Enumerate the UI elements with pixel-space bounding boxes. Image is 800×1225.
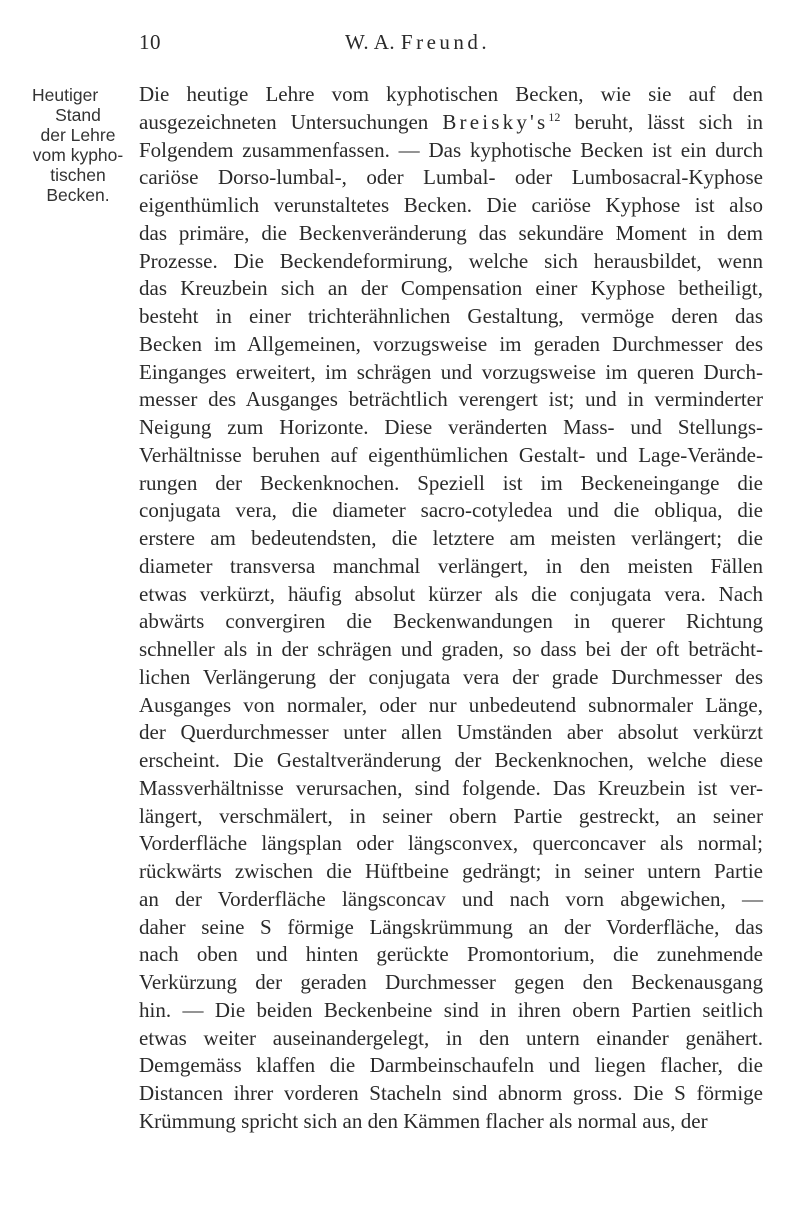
text-line: erstere am bedeutendsten, die letztere am meisten verlängert; die bbox=[139, 526, 763, 550]
margin-note bbox=[22, 85, 134, 205]
margin-note-line: Heutiger bbox=[32, 85, 99, 105]
text-line: Ausganges von normaler, oder nur unbedeutend subnormaler Länge, bbox=[139, 692, 763, 717]
body-paragraph bbox=[139, 81, 763, 1136]
text-line: das Kreuzbein sich an der Compensation einer Kyphose betheiligt, bbox=[139, 276, 763, 301]
footnote-ref: 12 bbox=[548, 109, 561, 124]
margin-note-line: vom kypho- bbox=[32, 145, 124, 165]
text-line: cariöse Dorso-lumbal-, oder Lumbal- oder Lumbosacral-Kyphose bbox=[139, 165, 763, 190]
text-line: lichen Verlängerung der conjugata vera der grade Durchmesser des bbox=[139, 664, 763, 689]
running-head bbox=[345, 30, 490, 55]
page-header bbox=[0, 30, 800, 64]
text-line: conjugata vera, die diameter sacro-cotyledea und die obliqua, die bbox=[139, 498, 763, 523]
margin-note-line: Becken. bbox=[46, 185, 110, 205]
author-citation: Breisky's bbox=[442, 109, 549, 134]
text-line: an der Vorderfläche längsconcav und nach vorn abgewichen, — bbox=[139, 886, 763, 911]
text-line: nach oben und hinten gerückte Promontorium, die zunehmende bbox=[139, 942, 763, 967]
text-line: eigenthümlich verunstaltetes Becken. Die cariöse Kyphose ist also bbox=[139, 193, 763, 217]
text-line: etwas weiter auseinandergelegt, in den untern einander genähert. bbox=[139, 1025, 763, 1050]
text-line: Prozesse. Die Beckendeformirung, welche sich herausbildet, wenn bbox=[139, 248, 763, 273]
text-line: etwas verkürzt, häufig absolut kürzer als die conjugata vera. Nach bbox=[139, 581, 763, 606]
text-line: der Querdurchmesser unter allen Umständen aber absolut verkürzt bbox=[139, 720, 763, 745]
text-line: erscheint. Die Gestaltveränderung der Beckenknochen, welche diese bbox=[139, 748, 763, 772]
text-line: Verkürzung der geraden Durchmesser gegen den Beckenausgang bbox=[139, 970, 763, 994]
text-line: besteht in einer trichterähnlichen Gestaltung, vermöge deren das bbox=[139, 304, 763, 328]
text-line: Einganges erweitert, im schrägen und vorzugsweise im queren Durch- bbox=[139, 359, 763, 384]
margin-note-line: der Lehre bbox=[40, 125, 116, 145]
text-line: ausgezeichneten Untersuchungen $Breisky's^{12}$ beruht, lässt sich in bbox=[139, 109, 763, 134]
text-line: diameter transversa manchmal verlängert, in den meisten Fällen bbox=[139, 553, 763, 578]
text-line: Krümmung spricht sich an den Kämmen flacher als normal aus, der bbox=[139, 1108, 708, 1133]
margin-note-line: Stand bbox=[55, 105, 101, 125]
text-line: Folgendem zusammenfassen. — Das kyphotische Becken ist ein durch bbox=[139, 137, 763, 162]
text-line: Die heutige Lehre vom kyphotischen Becken, wie sie auf den bbox=[139, 82, 763, 106]
text-line: Massverhältnisse verursachen, sind folgende. Das Kreuzbein ist ver- bbox=[139, 775, 763, 800]
page-number: 10 bbox=[139, 30, 161, 54]
text-line: abwärts convergiren die Beckenwandungen in querer Richtung bbox=[139, 609, 763, 634]
text-line: Demgemäss klaffen die Darmbeinschaufeln und liegen flacher, die bbox=[139, 1053, 763, 1078]
margin-note-line: tischen bbox=[50, 165, 106, 185]
text-line: rungen der Beckenknochen. Speziell ist im Beckeneingange die bbox=[139, 470, 763, 495]
author-initials: W. A. bbox=[345, 30, 396, 54]
text-line: längert, verschmälert, in seiner obern Partie gestreckt, an seiner bbox=[139, 803, 763, 828]
text-line: schneller als in der schrägen und graden, so dass bei der oft beträcht- bbox=[139, 637, 763, 661]
text-line: daher seine S förmige Längskrümmung an der Vorderfläche, das bbox=[139, 914, 763, 939]
text-line: Distancen ihrer vorderen Stacheln sind abnorm gross. Die S förmige bbox=[139, 1081, 763, 1105]
author-name: Freund. bbox=[400, 30, 491, 54]
text-line: Neigung zum Horizonte. Diese veränderten Mass- und Stellungs- bbox=[139, 415, 763, 439]
text-line: Vorderfläche längsplan oder längsconvex, querconcaver als normal; bbox=[139, 831, 763, 856]
text-line: Becken im Allgemeinen, vorzugsweise im geraden Durchmesser des bbox=[139, 331, 763, 356]
text-line: hin. — Die beiden Beckenbeine sind in ihren obern Partien seitlich bbox=[139, 997, 763, 1022]
text-line: Verhältnisse beruhen auf eigenthümlichen Gestalt- und Lage-Verände- bbox=[139, 442, 763, 467]
text-line: rückwärts zwischen die Hüftbeine gedrängt; in seiner untern Partie bbox=[139, 859, 763, 883]
text-line: messer des Ausganges beträchtlich verengert ist; und in verminderter bbox=[139, 387, 763, 412]
text-line: das primäre, die Beckenveränderung das sekundäre Moment in dem bbox=[139, 220, 763, 245]
